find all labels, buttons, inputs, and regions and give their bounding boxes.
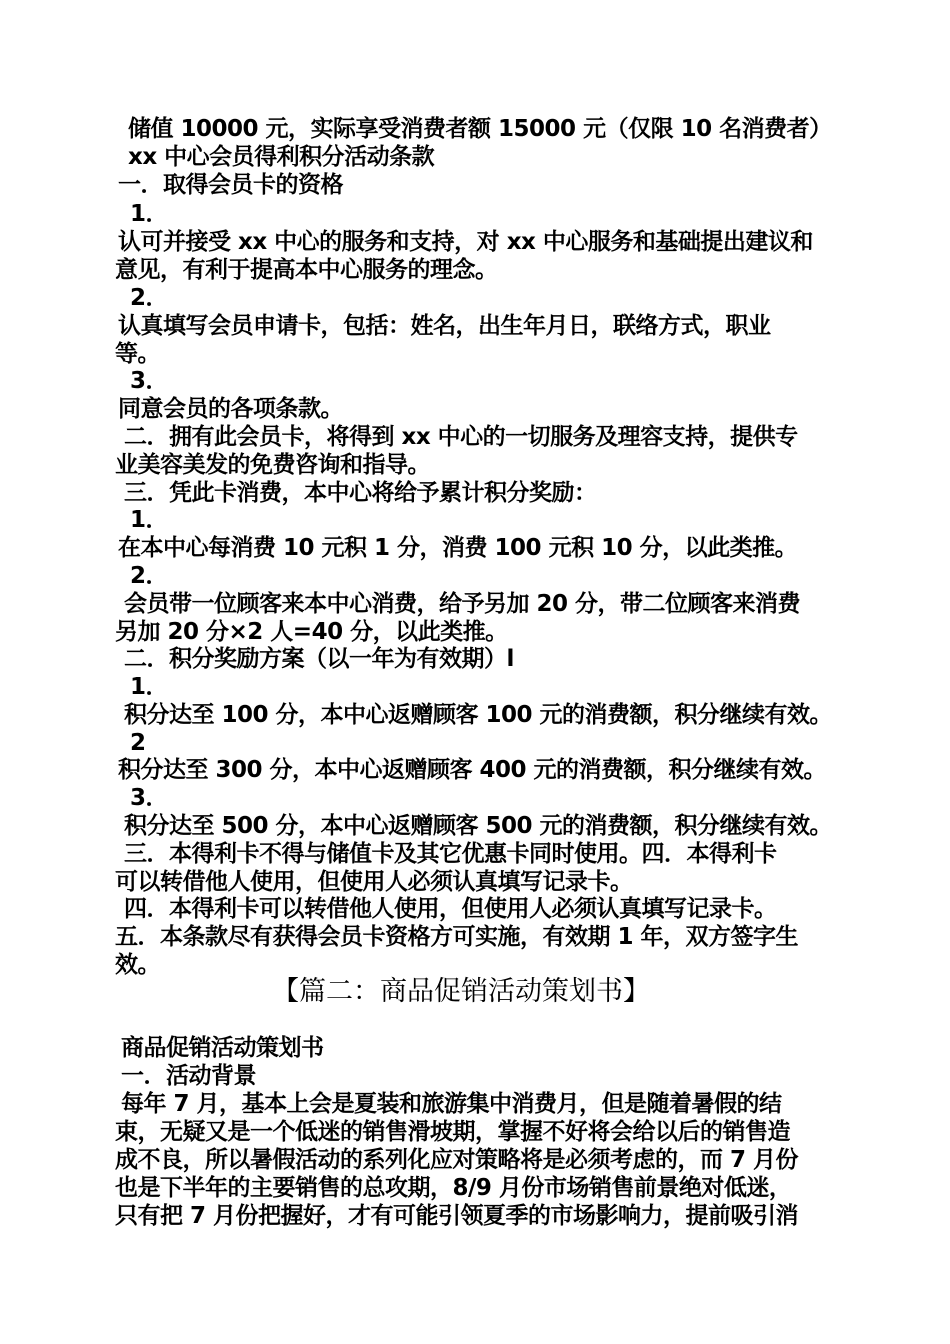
list-number: 2: [130, 730, 146, 756]
text-line: 意见，有利于提高本中心服务的理念。: [115, 257, 498, 283]
list-number: 2．: [130, 285, 169, 311]
text-line: 储值 10000 元，实际享受消费者额 15000 元（仅限 10 名消费者）: [128, 116, 832, 142]
text-line: 积分达至 500 分，本中心返赠顾客 500 元的消费额，积分继续有效。: [124, 813, 833, 839]
text-line: 三．本得利卡不得与储值卡及其它优惠卡同时使用。四．本得利卡: [124, 841, 777, 867]
list-number: 2．: [130, 563, 169, 589]
text-line: 效。: [115, 952, 160, 978]
list-number: 1．: [130, 507, 169, 533]
text-line: 等。: [115, 341, 160, 367]
text-line: 五．本条款尽有获得会员卡资格方可实施，有效期 1 年，双方签字生: [115, 924, 799, 950]
text-line: 束，无疑又是一个低迷的销售滑坡期，掌握不好将会给以后的销售造: [115, 1119, 790, 1145]
text-line: 二．积分奖励方案（以一年为有效期）l: [124, 646, 514, 672]
text-line: 积分达至 300 分，本中心返赠顾客 400 元的消费额，积分继续有效。: [118, 757, 827, 783]
text-line: 在本中心每消费 10 元积 1 分，消费 100 元积 10 分，以此类推。: [118, 535, 798, 561]
text-line: 三．凭此卡消费，本中心将给予累计积分奖励：: [124, 480, 597, 506]
text-line: 每年 7 月，基本上会是夏装和旅游集中消费月，但是随着暑假的结: [121, 1091, 782, 1117]
text-line: 业美容美发的免费咨询和指导。: [115, 452, 430, 478]
text-line: 只有把 7 月份把握好，才有可能引领夏季的市场影响力，提前吸引消: [115, 1203, 799, 1229]
text-line: 认可并接受 xx 中心的服务和支持，对 xx 中心服务和基础提出建议和: [118, 229, 813, 255]
list-number: 1．: [130, 674, 169, 700]
text-line: 认真填写会员申请卡，包括：姓名，出生年月日，联络方式，职业: [118, 313, 771, 339]
section-heading: 一．取得会员卡的资格: [118, 172, 343, 198]
text-line: 另加 20 分×2 人=40 分，以此类推。: [115, 619, 508, 645]
text-line: 可以转借他人使用，但使用人必须认真填写记录卡。: [115, 869, 633, 895]
list-number: 3．: [130, 368, 169, 394]
text-line: 成不良，所以暑假活动的系列化应对策略将是必须考虑的，而 7 月份: [115, 1147, 799, 1173]
text-line: 四．本得利卡可以转借他人使用，但使用人必须认真填写记录卡。: [124, 896, 777, 922]
text-line: 同意会员的各项条款。: [118, 396, 343, 422]
text-line: 会员带一位顾客来本中心消费，给予另加 20 分，带二位顾客来消费: [124, 591, 801, 617]
text-line: 二．拥有此会员卡，将得到 xx 中心的一切服务及理容支持，提供专: [124, 424, 798, 450]
text-line: 也是下半年的主要销售的总攻期，8/9 月份市场销售前景绝对低迷，: [115, 1175, 792, 1201]
list-number: 3．: [130, 785, 169, 811]
section-title: 【篇二：商品促销活动策划书】: [272, 976, 650, 1007]
list-number: 1．: [130, 201, 169, 227]
document-heading: 商品促销活动策划书: [121, 1035, 324, 1061]
section-heading: 一．活动背景: [121, 1063, 256, 1089]
text-line: 积分达至 100 分，本中心返赠顾客 100 元的消费额，积分继续有效。: [124, 702, 833, 728]
document-heading: xx 中心会员得利积分活动条款: [128, 144, 435, 170]
